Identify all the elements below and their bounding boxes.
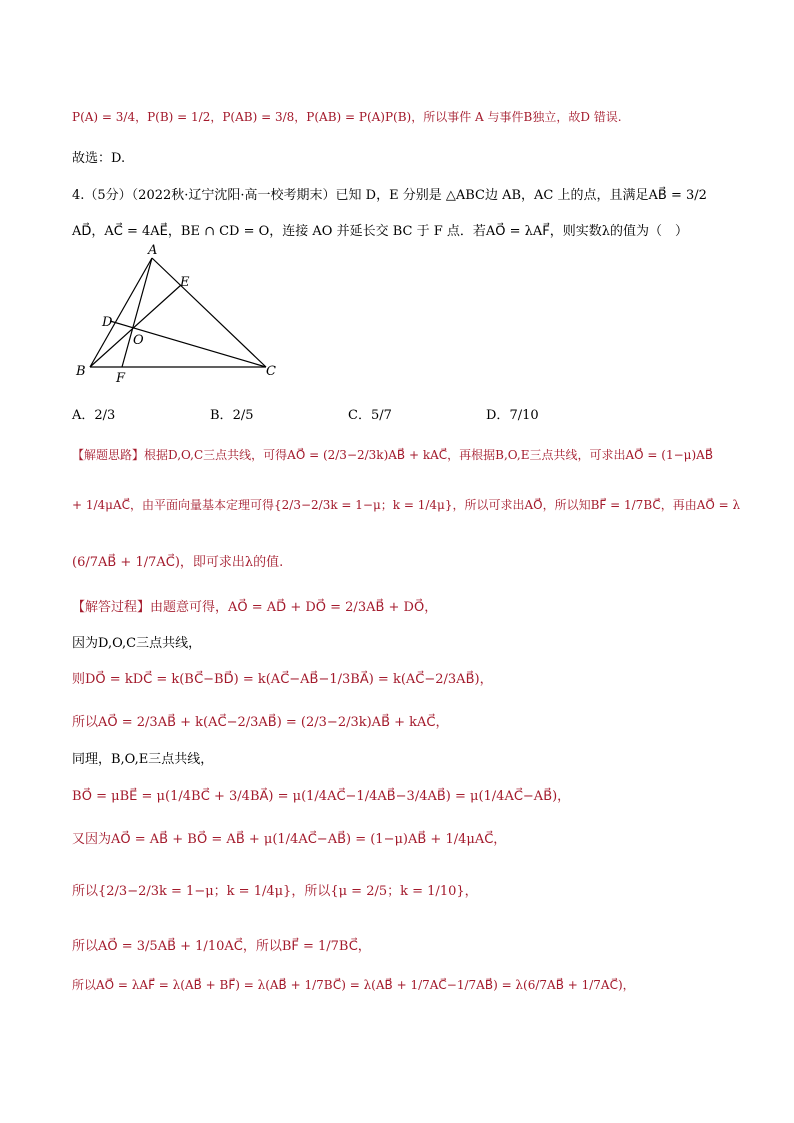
label-c: C (266, 364, 276, 379)
solution-line-3: 则DO⃗ = kDC⃗ = k(BC⃗−BD⃗) = k(AC⃗−AB⃗−1/3BA⃗) = k(AC⃗−2/3AB⃗)， (72, 672, 493, 687)
solution-line-8: 所以{2/3−2/3k = 1−μ；k = 1/4μ}，所以{μ = 2/5；k = 1/10}， (72, 884, 478, 899)
option-b[interactable] (210, 404, 253, 423)
prev-answer: 故选：D. (72, 151, 126, 166)
label-f: F (116, 371, 126, 386)
question-line-2: AD⃗，AC⃗ = 4AE⃗，BE ∩ CD = O，连接 AO 并延长交 BC 于 F 点．若AO⃗ = λAF⃗，则实数λ的值为（ ） (72, 224, 689, 239)
label-o: O (133, 333, 144, 348)
option-c[interactable] (348, 404, 392, 423)
thinking-line-2: + 1/4μAC⃗，由平面向量基本定理可得{2/3−2/3k = 1−μ；k = 1/4μ}，所以可求出AO⃗，所以知BF⃗ = 1/7BC⃗，再由AO⃗ = λ (72, 498, 741, 512)
solution-line-7: 又因为AO⃗ = AB⃗ + BO⃗ = AB⃗ + μ(1/4AC⃗−AB⃗) = (1−μ)AB⃗ + 1/4μAC⃗， (72, 832, 507, 847)
side-ab (90, 258, 152, 367)
thinking-line-3: (6/7AB⃗ + 1/7AC⃗)，即可求出λ的值. (72, 555, 284, 570)
option-b-value: 2/5 (232, 408, 254, 423)
solution-line-9: 所以AO⃗ = 3/5AB⃗ + 1/10AC⃗，所以BF⃗ = 1/7BC⃗， (72, 939, 371, 954)
solution-line-2: 因为D,O,C三点共线， (72, 636, 202, 651)
solution-line-4: 所以AO⃗ = 2/3AB⃗ + k(AC⃗−2/3AB⃗) = (2/3−2/3k)AB⃗ + kAC⃗， (72, 715, 449, 730)
triangle-figure (70, 244, 290, 389)
segment-af (122, 258, 152, 367)
solution-text-1: 由题意可得，AO⃗ = AD⃗ + DO⃗ = 2/3AB⃗ + DO⃗， (150, 600, 438, 615)
option-c-value: 5/7 (370, 408, 392, 423)
thinking-line-1 (72, 446, 713, 463)
thinking-text-1: 根据D,O,C三点共线，可得AO⃗ = (2/3−2/3k)AB⃗ + kAC⃗，再根据B,O,E三点共线，可求出AO⃗ = (1−μ)AB⃗ (144, 448, 714, 462)
label-d: D (102, 315, 113, 330)
option-d-letter: D． (486, 408, 510, 423)
option-d[interactable] (486, 404, 539, 423)
label-a: A (148, 244, 158, 258)
option-a[interactable] (72, 404, 115, 423)
label-e: E (180, 275, 190, 290)
option-c-letter: C． (348, 408, 371, 423)
label-b: B (76, 364, 86, 379)
option-b-letter: B． (210, 408, 233, 423)
solution-line-10: 所以AO⃗ = λAF⃗ = λ(AB⃗ + BF⃗) = λ(AB⃗ + 1/7BC⃗) = λ(AB⃗ + 1/7AC⃗−1/7AB⃗) = λ(6/7AB⃗ + 1/7AC⃗)， (72, 978, 635, 992)
option-d-value: 7/10 (509, 408, 539, 423)
option-a-value: 2/3 (94, 408, 116, 423)
prev-formula-line: P(A) = 3/4，P(B) = 1/2，P(AB) = 3/8，P(AB) = P(A)P(B)，所以事件 A 与事件B独立，故D 错误. (72, 110, 622, 124)
question-line-1: 4.（5分）（2022秋·辽宁沈阳·高一校考期末）已知 D，E 分别是 △ABC边 AB，AC 上的点，且满足AB⃗ = 3/2 (72, 188, 707, 203)
option-a-letter: A． (72, 408, 95, 423)
solution-line-5: 同理，B,O,E三点共线， (72, 752, 214, 767)
solution-line-1 (72, 596, 437, 615)
solution-line-6: BO⃗ = μBE⃗ = μ(1/4BC⃗ + 3/4BA⃗) = μ(1/4AC⃗−1/4AB⃗−3/4AB⃗) = μ(1/4AC⃗−AB⃗)， (72, 789, 571, 804)
solution-tag: 【解答过程】 (72, 600, 151, 615)
thinking-tag: 【解题思路】 (72, 448, 145, 462)
